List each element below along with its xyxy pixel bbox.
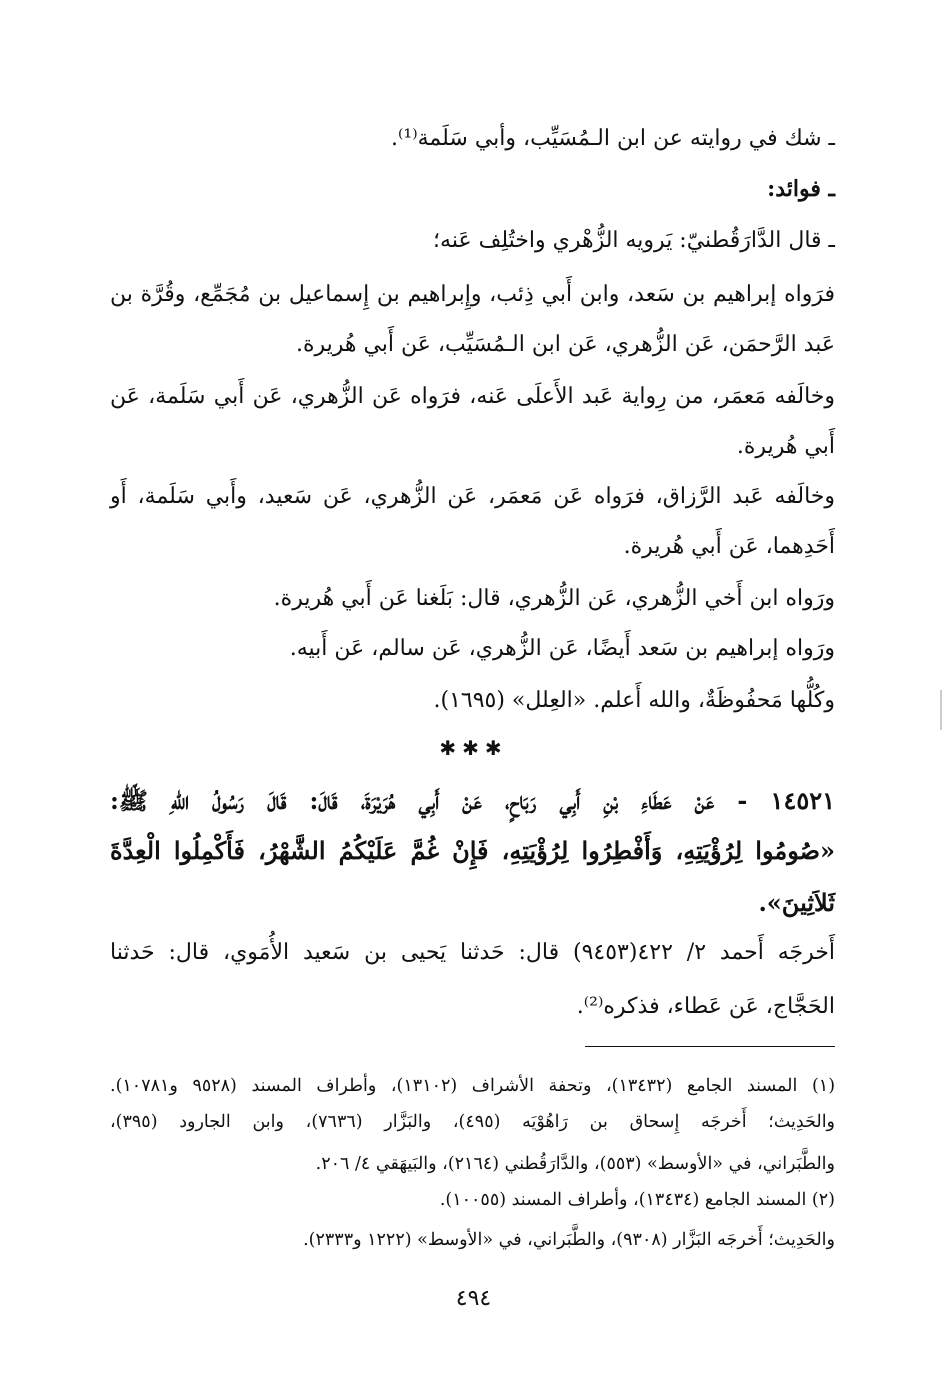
text-line: ورَواه ابن أَخي الزُّهري، عَن الزُّهري، قال: بَلَغنا عَن أَبي هُريرة. bbox=[273, 586, 835, 611]
text-line: فرَواه إبراهيم بن سَعد، وابن أَبي ذِئب، وإِبراهيم بن إِسماعيل بن مُجَمِّع، وقُرَّة بن bbox=[110, 282, 835, 307]
footnote-line: (٢) المسند الجامع (١٣٤٣٤)، وأطراف المسند (١٠٠٥٥). bbox=[439, 1190, 835, 1210]
text-line: أَبي هُريرة. bbox=[736, 434, 835, 459]
text-line: ـ شك في روايته عن ابن الـمُسَيِّب، وأبي سَلَمة⁽¹⁾. bbox=[390, 126, 835, 151]
text-line: ـ قال الدَّارَقُطنيّ: يَرويه الزُّهْري واختُلِف عَنه؛ bbox=[433, 228, 835, 253]
text-line: وخالَفه مَعمَر، من رِواية عَبد الأَعلَى عَنه، فرَواه عَن الزُّهري، عَن أَبي سَلَمة، عَن bbox=[110, 384, 835, 409]
footnote-line: (١) المسند الجامع (١٣٤٣٢)، وتحفة الأشراف (١٣١٠٢)، وأطراف المسند (٩٥٢٨ و١٠٧٨١). bbox=[110, 1076, 836, 1096]
section-heading: ـ فوائد: bbox=[767, 176, 835, 202]
footnote-line: والطَّبَراني، في «الأوسط» (٥٥٣)، والدَّارَقُطني (٢١٦٤)، والبَيهَقي ٤/ ٢٠٦. bbox=[315, 1154, 835, 1174]
footnote-line: والحَدِيث؛ أَخرجَه البَزَّار (٩٣٠٨)، والطَّبَراني، في «الأوسط» (١٢٢٢ و٢٣٣٣). bbox=[303, 1230, 835, 1250]
scan-edge-mark bbox=[940, 690, 942, 730]
text-line: عَبد الرَّحمَن، عَن الزُّهري، عَن ابن الـمُسَيِّب، عَن أَبي هُريرة. bbox=[295, 332, 835, 357]
takhrij-line: الحَجَّاج، عَن عَطاء، فذكره⁽²⁾. bbox=[576, 994, 835, 1019]
page-number: ٤٩٤ bbox=[455, 1286, 492, 1311]
hadith-line: «صُومُوا لِرُؤْيَتِهِ، وَأَفْطِرُوا لِرُؤْيَتِهِ، فَإِنْ غُمَّ عَلَيْكُمُ الشَّهْرُ، فَأَكْمِلُوا الْعِدَّةَ bbox=[110, 836, 835, 865]
text-line: ورَواه إبراهيم بن سَعد أَيضًا، عَن الزُّهري، عَن سالم، عَن أَبيه. bbox=[289, 636, 835, 661]
hadith-line: ١٤٥٢١ - عَنْ عَطَاءِ بْنِ أَبِي رَبَاحٍ، عَنْ أَبِي هُرَيْرَةَ، قَالَ: قَالَ رَسُولُ اللهِ ﷺ: bbox=[110, 786, 835, 815]
text-line: وخالَفه عَبد الرَّزاق، فرَواه عَن مَعمَر، عَن الزُّهري، عَن سَعيد، وأَبي سَلَمة، أَو bbox=[110, 484, 835, 509]
footnote-line: والحَدِيث؛ أَخرجَه إِسحاق بن رَاهُوْيَه (٤٩٥)، والبَزَّار (٧٦٣٦)، وابن الجارود (٣٩٥)، bbox=[110, 1112, 836, 1132]
text-line: وكُلُّها مَحفُوظَةٌ، والله أَعلم. «العِلل» (١٦٩٥). bbox=[433, 688, 835, 713]
section-separator: ✱✱✱ bbox=[439, 736, 508, 760]
takhrij-line: أَخرجَه أَحمد ٢/ ٤٢٢(٩٤٥٣) قال: حَدثنا يَحيى بن سَعيد الأُمَوي، قال: حَدثنا bbox=[110, 940, 835, 965]
hadith-line: ثَلاَثِينَ». bbox=[758, 888, 835, 917]
text-line: أَحَدِهما، عَن أَبي هُريرة. bbox=[623, 534, 835, 559]
footnote-divider bbox=[585, 1046, 835, 1047]
